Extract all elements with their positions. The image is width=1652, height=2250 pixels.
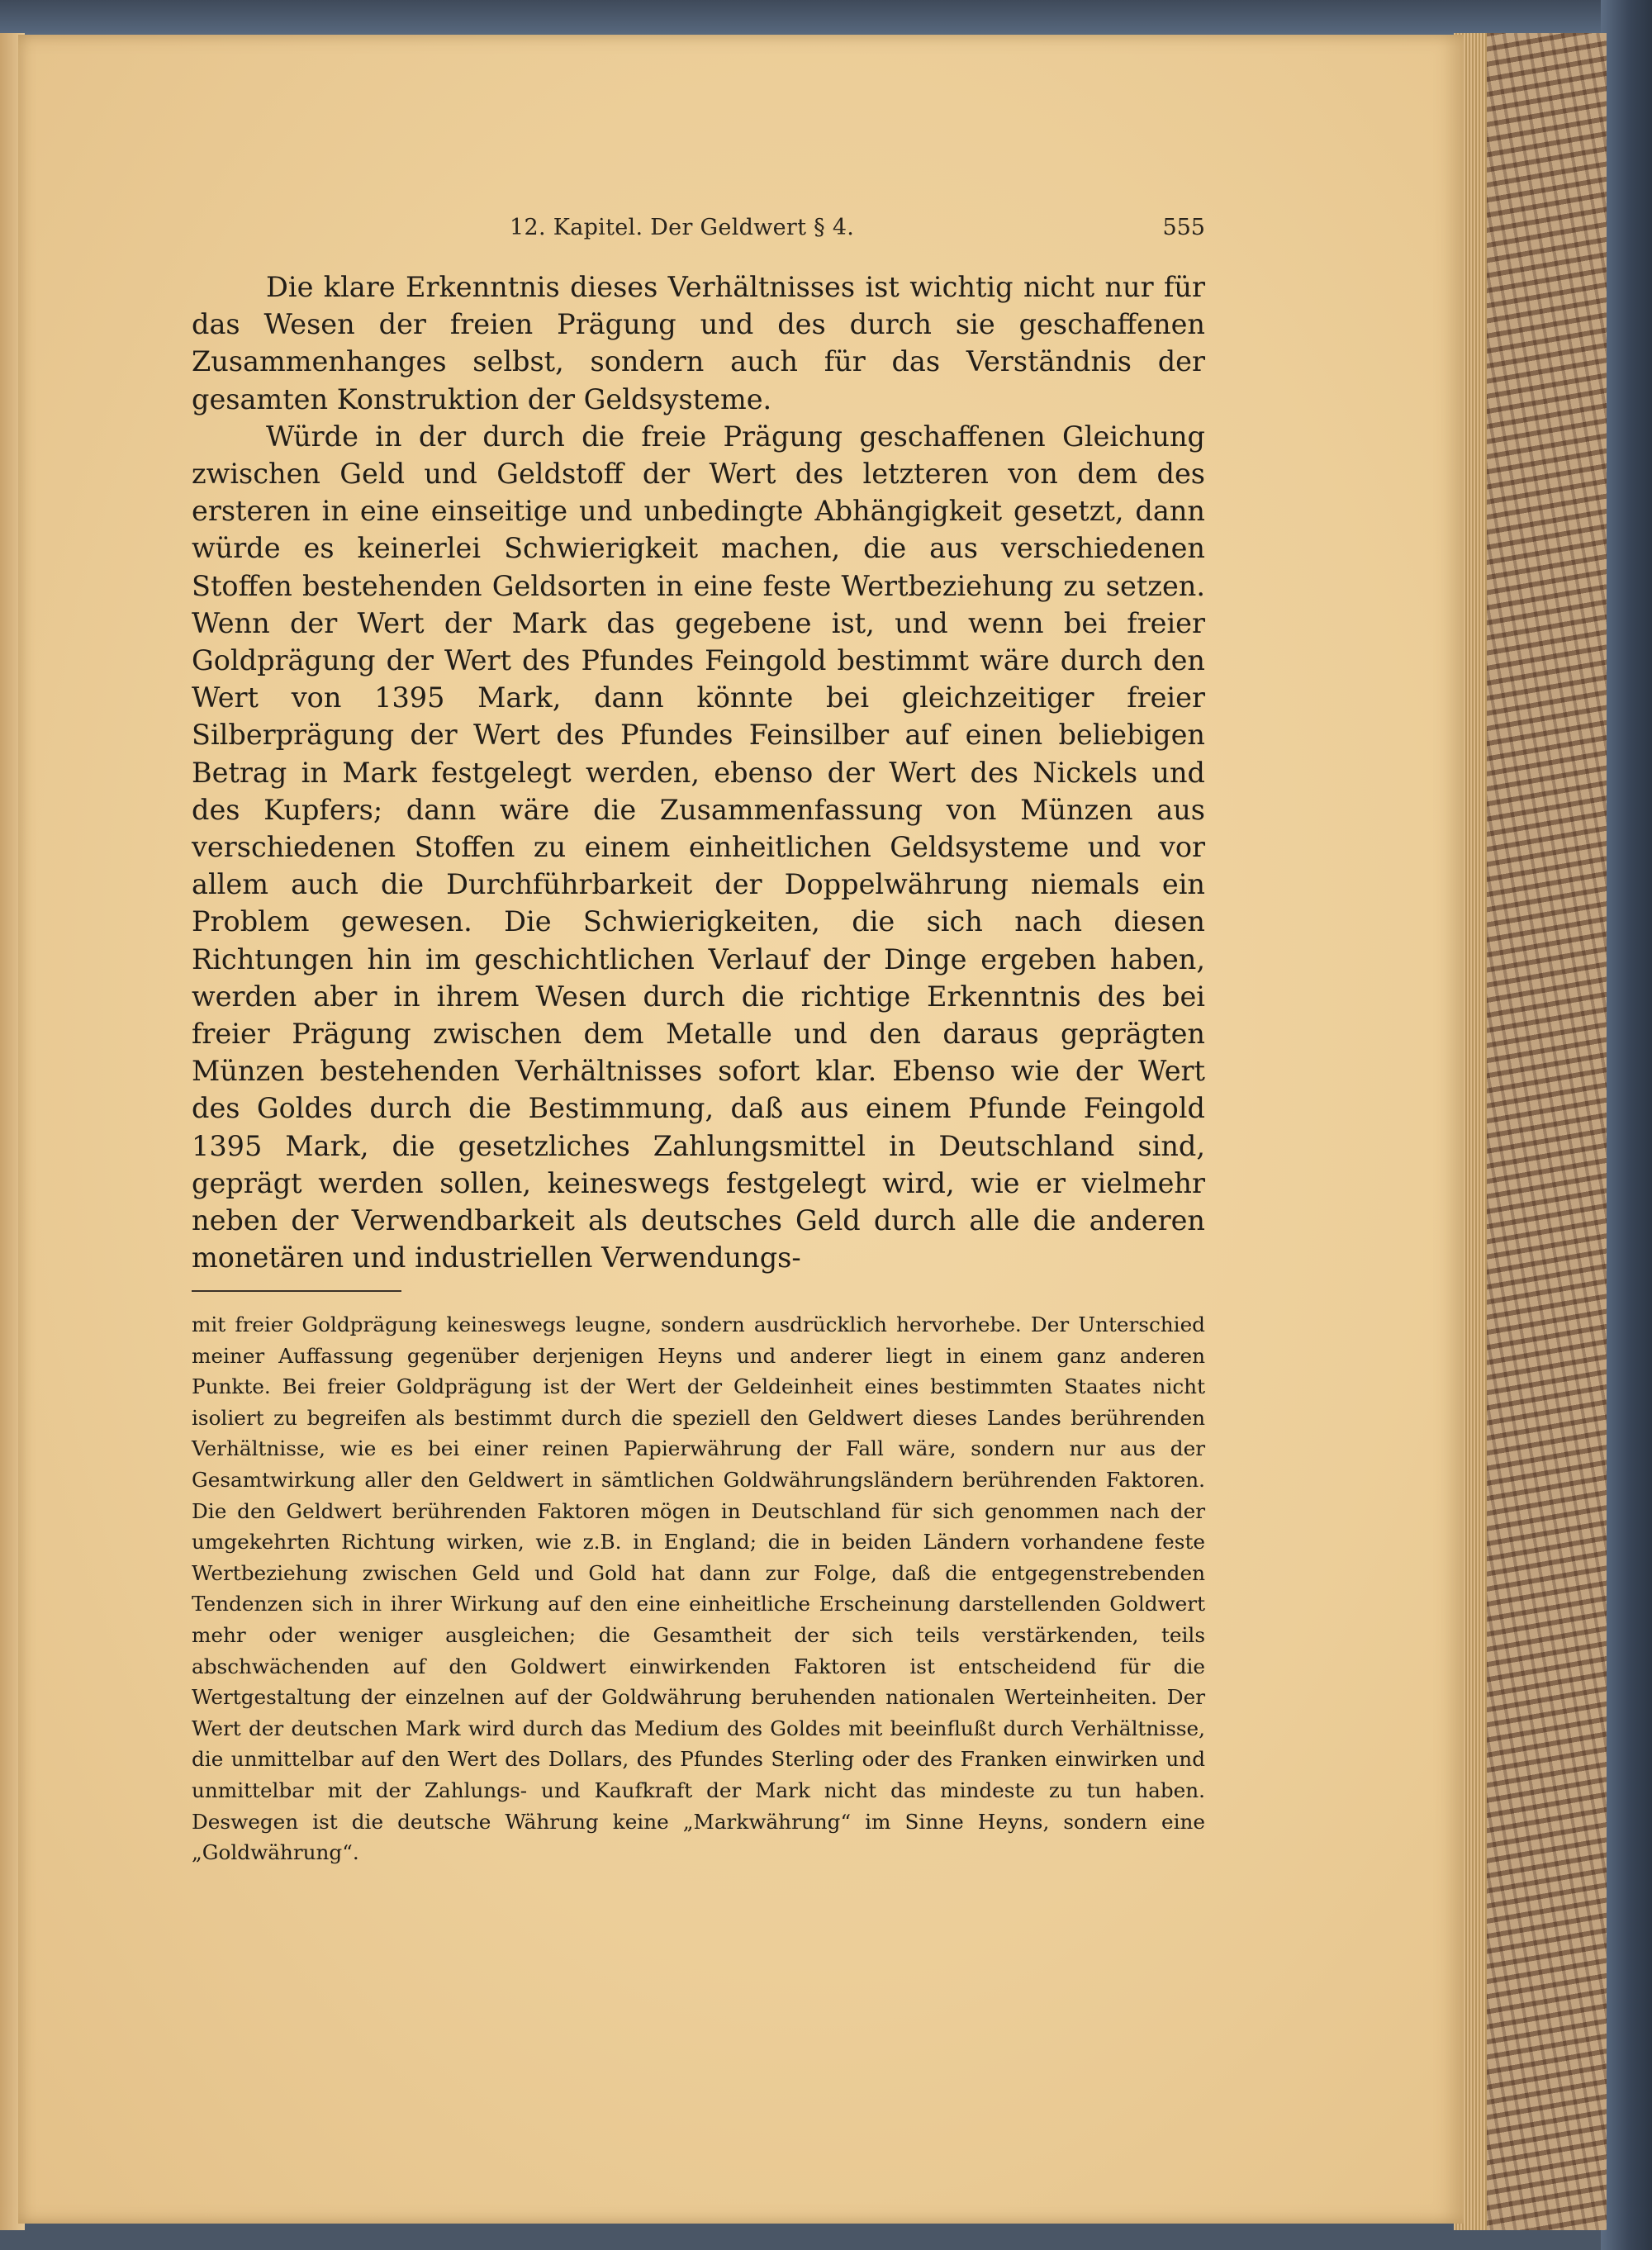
page-number: 555 bbox=[1162, 215, 1205, 240]
main-text bbox=[192, 268, 1205, 1276]
footnote-text: mit freier Goldprägung keineswegs leugne, sondern ausdrücklich hervorhebe. Der Unterschied meiner Auffassung gegenüber derjenigen Heyns und anderer liegt in einem ganz anderen Punkte. Bei freier Goldprägung ist der Wert der Geldeinheit eines bestimmten Staates nicht isoliert zu begreifen als bestimmt durch die speziell den Geldwert dieses Landes berührenden Verhältnisse, wie es bei einer reinen Papierwährung der Fall wäre, sondern nur aus der Gesamtwirkung aller den Geldwert in sämtlichen Goldwährungsländern berührenden Faktoren. Die den Geldwert berührenden Faktoren mögen in Deutschland für sich genommen nach der umgekehrten Richtung wirken, wie z.B. in England; die in beiden Ländern vorhandene feste Wertbeziehung zwischen Geld und Gold hat dann zur Folge, daß die entgegenstrebenden Tendenzen sich in ihrer Wirkung auf den eine einheitliche Erscheinung darstellenden Goldwert mehr oder weniger ausgleichen; die Gesamtheit der sich teils verstärkenden, teils abschwächenden auf den Goldwert einwirkenden Faktoren ist entscheidend für die Wertgestaltung der einzelnen auf der Goldwährung beruhenden nationalen Werteinheiten. Der Wert der deutschen Mark wird durch das Medium des Goldes mit beeinflußt durch Verhältnisse, die unmittelbar auf den Wert des Dollars, des Pfundes Sterling oder des Franken einwirken und unmittelbar mit der Zahlungs- und Kaufkraft der Mark nicht das mindeste zu tun haben. Deswegen ist die deutsche Währung keine „Markwährung“ im Sinne Heyns, sondern eine „Goldwährung“. bbox=[192, 1312, 1205, 1865]
marbled-page-edge bbox=[1479, 33, 1607, 2230]
page-header bbox=[510, 215, 1205, 248]
book-cover-spine bbox=[1601, 0, 1652, 2250]
paragraph: Die klare Erkenntnis dieses Verhältnisses ist wichtig nicht nur für das Wesen der freien Prägung und des durch sie geschaffenen Zusammenhanges selbst, sondern auch für das Verständnis der gesamten Konstruktion der Geldsysteme. bbox=[192, 271, 1205, 415]
footnote-divider bbox=[192, 1290, 401, 1292]
paragraph: Würde in der durch die freie Prägung geschaffenen Gleichung zwischen Geld und Geldstoff der Wert des letzteren von dem des ersteren in eine einseitige und unbedingte Abhängigkeit gesetzt, dann würde es keinerlei Schwierigkeit machen, die aus verschiedenen Stoffen bestehenden Geldsorten in eine feste Wertbeziehung zu setzen. Wenn der Wert der Mark das gegebene ist, und wenn bei freier Goldprägung der Wert des Pfundes Feingold bestimmt wäre durch den Wert von 1395 Mark, dann könnte bei gleichzeitiger freier Silberprägung der Wert des Pfundes Feinsilber auf einen beliebigen Betrag in Mark festgelegt werden, ebenso der Wert des Nickels und des Kupfers; dann wäre die Zusammenfassung von Münzen aus verschiedenen Stoffen zu einem einheitlichen Geldsysteme und vor allem auch die Durchführbarkeit der Doppelwährung niemals ein Problem gewesen. Die Schwierigkeiten, die sich nach diesen Richtungen hin im geschichtlichen Verlauf der Dinge ergeben haben, werden aber in ihrem Wesen durch die richtige Erkenntnis des bei freier Prägung zwischen dem Metalle und den daraus geprägten Münzen bestehenden Verhältnisses sofort klar. Ebenso wie der Wert des Goldes durch die Bestimmung, daß aus einem Pfunde Feingold 1395 Mark, die gesetzliches Zahlungsmittel in Deutschland sind, geprägt werden sollen, keineswegs festgelegt wird, wie er vielmehr neben der Verwendbarkeit als deutsches Geld durch alle die anderen monetären und industriellen Verwendungs- bbox=[192, 420, 1205, 1275]
running-title: 12. Kapitel. Der Geldwert § 4. bbox=[510, 215, 855, 240]
footnote bbox=[192, 1309, 1205, 1868]
